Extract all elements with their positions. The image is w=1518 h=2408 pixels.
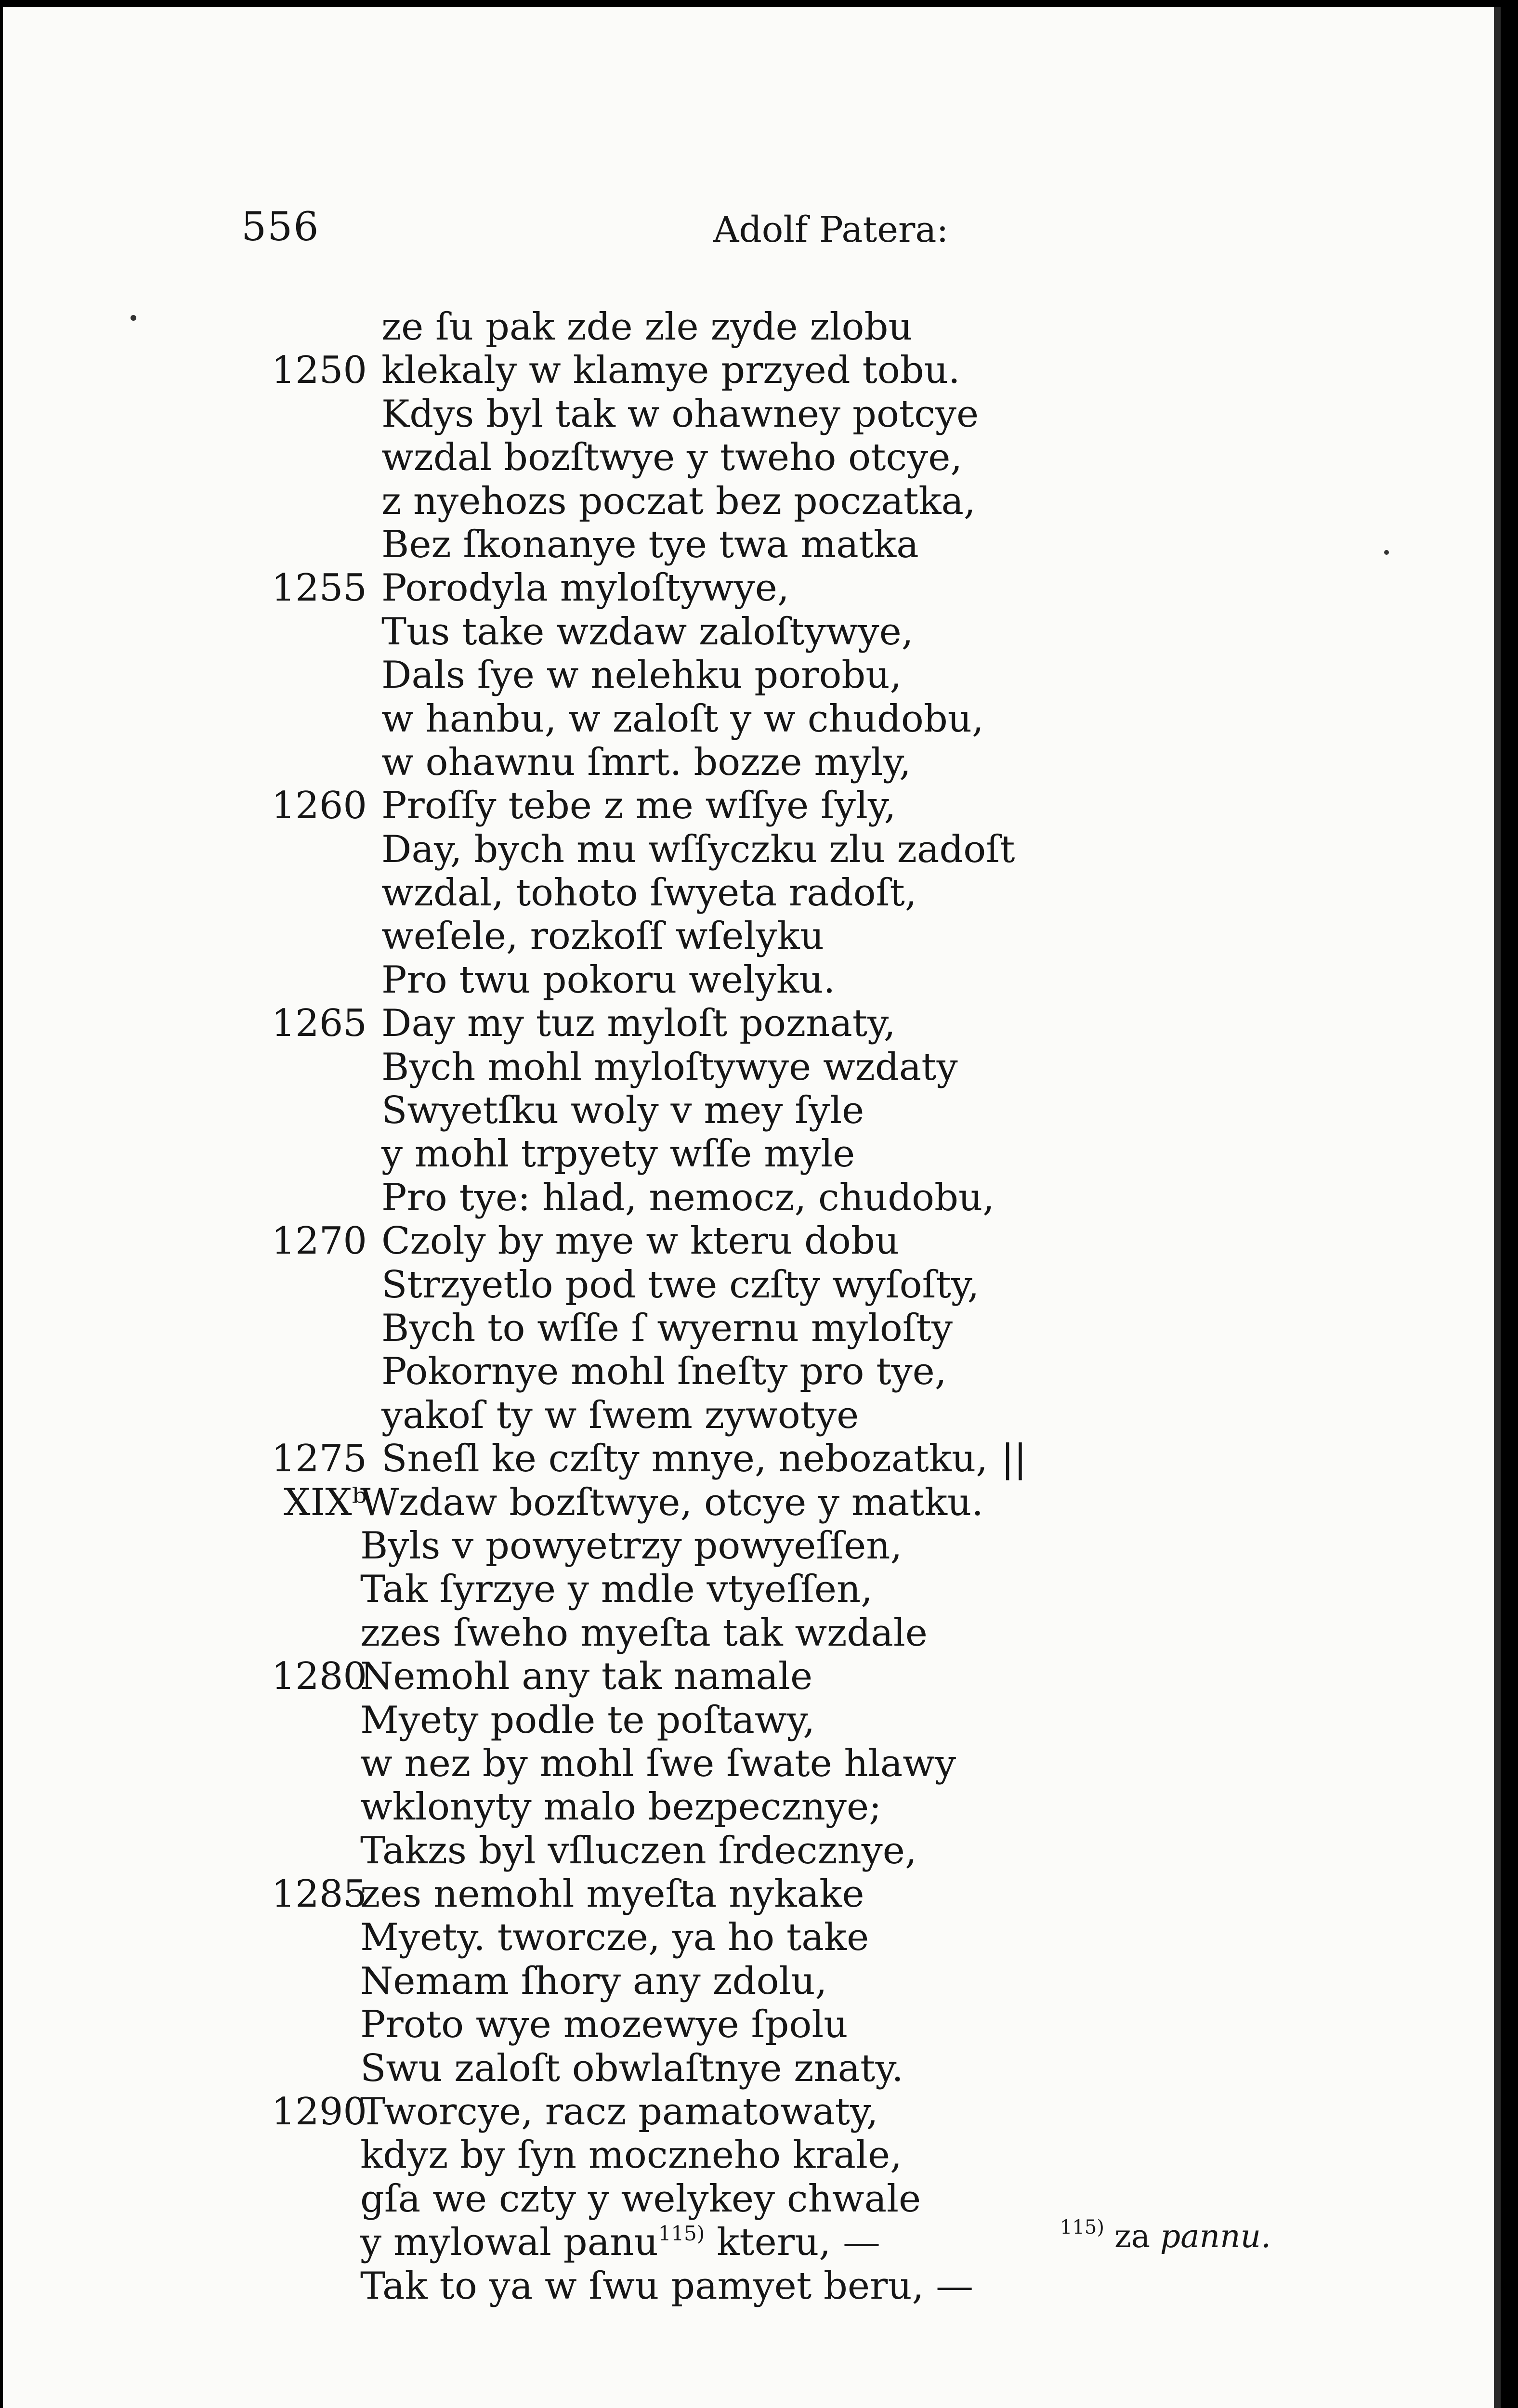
line-text	[381, 436, 962, 479]
line-text	[360, 1742, 956, 1785]
poem-line	[3, 1437, 1494, 1480]
verse-text: Pro twu pokoru welyku.	[381, 958, 836, 1002]
verse-text: Swu zaloſt obwlaſtnye znaty.	[360, 2046, 903, 2090]
poem-line	[3, 349, 1494, 392]
verse-text: Tak ſyrzye y mdle vtyeſſen,	[360, 1568, 873, 1611]
poem-line	[3, 480, 1494, 523]
poem-line	[3, 1699, 1494, 1742]
verse-text: Bez ſkonanye tye twa matka	[381, 523, 919, 566]
poem-line	[3, 1350, 1494, 1393]
line-text	[381, 1002, 896, 1045]
poem-line	[3, 305, 1494, 349]
line-text	[360, 2003, 848, 2046]
line-text	[360, 1699, 815, 1742]
poem-line	[3, 1002, 1494, 1045]
poem-line	[3, 1219, 1494, 1263]
poem-line	[3, 1829, 1494, 1872]
poem-line	[3, 1916, 1494, 1959]
verse-text-continued: kteru, —	[705, 2221, 880, 2264]
footnote-emphasis: pannu.	[1160, 2218, 1271, 2255]
verse-text: Kdys byl tak w ohawney potcye	[381, 392, 979, 436]
verse-text: gſa we czty y welykey chwale	[360, 2177, 921, 2221]
verse-text: y mylowal panu	[360, 2221, 658, 2264]
verse-text: Swyetſku woly v mey ſyle	[381, 1089, 864, 1133]
line-text	[381, 566, 789, 610]
line-text	[381, 1219, 899, 1263]
poem-line	[3, 2133, 1494, 2177]
line-number: 1275	[271, 1437, 367, 1481]
poem-line	[3, 697, 1494, 741]
poem-line	[3, 523, 1494, 566]
verse-text: Pro tye: hlad, nemocz, chudobu,	[381, 1176, 995, 1219]
poem-line	[3, 610, 1494, 654]
verse-text: Proſſy tebe z me wſſye ſyly,	[381, 784, 896, 828]
line-text	[381, 741, 911, 784]
line-text	[360, 1872, 864, 1916]
line-text	[381, 1176, 995, 1219]
line-text	[360, 2133, 902, 2177]
footnote-text: za	[1114, 2218, 1151, 2255]
line-text	[360, 2047, 903, 2090]
verse-text: Day my tuz myloſt poznaty,	[381, 1002, 896, 1046]
verse-text: yakoſ ty w ſwem zywotye	[381, 1393, 859, 1437]
page-header	[3, 204, 1494, 257]
poem-line	[3, 1872, 1494, 1916]
verse-text: Tak to ya w ſwu pamyet beru, —	[360, 2264, 974, 2308]
line-number: 1260	[271, 784, 367, 828]
verse-text: Tus take wzdaw zaloſtywye,	[381, 610, 914, 654]
poem-line	[3, 566, 1494, 610]
line-number: 1265	[271, 1002, 367, 1046]
line-text	[360, 1655, 812, 1698]
poem-line	[3, 1611, 1494, 1655]
footnote-ref: 115)	[1060, 2216, 1104, 2238]
poem-line	[3, 393, 1494, 436]
line-text	[381, 1263, 979, 1307]
line-text	[360, 1524, 902, 1568]
line-text	[360, 1916, 869, 1959]
line-text	[360, 2177, 921, 2221]
folio-break-mark: ||	[1001, 1437, 1027, 1481]
verse-text: zzes ſweho myeſta tak wzdale	[360, 1611, 928, 1655]
verse-text: z nyehozs poczat bez poczatka,	[381, 479, 976, 523]
line-text	[360, 1611, 928, 1655]
poem-line	[3, 436, 1494, 479]
line-text	[360, 2264, 973, 2308]
line-text	[381, 1046, 958, 1089]
verse-text: wklonyty malo bezpecznye;	[360, 1785, 882, 1829]
verse-text: Day, bych mu wſſyczku zlu zadoſt	[381, 827, 1015, 871]
line-text	[381, 480, 976, 523]
verse-text: w nez by mohl ſwe ſwate hlawy	[360, 1741, 956, 1785]
line-number: 1270	[271, 1219, 367, 1263]
line-text	[381, 1132, 855, 1176]
verse-text: ze ſu pak zde zle zyde zlobu	[381, 305, 913, 349]
line-text	[381, 828, 1015, 871]
verse-text: klekaly w klamye przyed tobu.	[381, 349, 960, 393]
footnote-marker: 115)	[658, 2222, 705, 2246]
line-number: XIXᵇ	[283, 1480, 367, 1524]
poem-line	[3, 915, 1494, 958]
verse-text: y mohl trpyety wſſe myle	[381, 1132, 855, 1176]
verse-text: Tworcye, racz pamatowaty,	[360, 2090, 878, 2134]
verse-text: Proto wye mozewye ſpolu	[360, 2003, 848, 2047]
line-text	[360, 2221, 880, 2264]
poem-text	[3, 305, 1494, 2308]
line-text	[381, 697, 984, 741]
line-number: 1280	[271, 1655, 367, 1699]
poem-line	[3, 1524, 1494, 1568]
poem-line	[3, 1263, 1494, 1307]
line-text	[381, 915, 824, 958]
poem-line	[3, 1132, 1494, 1176]
verse-text: weſele, rozkoſſ wſelyku	[381, 915, 824, 958]
poem-line	[3, 958, 1494, 1002]
verse-text: w hanbu, w zaloſt y w chudobu,	[381, 697, 984, 741]
verse-text: Porodyla myloſtywye,	[381, 566, 789, 610]
verse-text: Nemohl any tak namale	[360, 1655, 813, 1699]
verse-text: Czoly by mye w kteru dobu	[381, 1219, 900, 1263]
verse-text: Strzyetlo pod twe czſty wyſoſty,	[381, 1263, 980, 1307]
poem-line	[3, 1176, 1494, 1219]
line-text	[360, 1481, 983, 1524]
verse-text: Myety podle te poſtawy,	[360, 1698, 815, 1742]
verse-text: Bych to wſſe ſ wyernu myloſty	[381, 1306, 953, 1350]
verse-text: Pokornye mohl ſneſty pro tye,	[381, 1350, 947, 1394]
poem-line	[3, 2047, 1494, 2090]
line-text	[360, 1960, 827, 2003]
verse-text: wzdal bozſtwye y tweho otcye,	[381, 436, 963, 480]
line-text	[381, 958, 835, 1002]
line-text	[360, 1785, 881, 1829]
line-number: 1285	[271, 1872, 367, 1916]
line-text	[381, 305, 913, 349]
line-text	[381, 523, 919, 566]
poem-line	[3, 2090, 1494, 2133]
line-number: 1290	[271, 2090, 367, 2134]
line-text	[381, 1089, 864, 1132]
print-speck	[1384, 550, 1389, 555]
line-text	[360, 2090, 878, 2133]
poem-line	[3, 1307, 1494, 1350]
line-text	[381, 1394, 859, 1437]
verse-text: Sneſl ke czſty mnye, nebozatku,	[381, 1437, 988, 1481]
poem-line	[3, 1568, 1494, 1611]
poem-line	[3, 1785, 1494, 1829]
poem-line	[3, 2003, 1494, 2046]
line-text	[381, 1437, 1027, 1480]
line-text	[381, 784, 896, 827]
poem-line	[3, 784, 1494, 827]
running-head: Adolf Patera:	[713, 209, 949, 250]
line-number: 1255	[271, 566, 367, 610]
poem-line	[3, 741, 1494, 784]
poem-line	[3, 654, 1494, 697]
verse-text: Nemam ſhory any zdolu,	[360, 1959, 827, 2003]
poem-line	[3, 1394, 1494, 1437]
line-text	[360, 1568, 873, 1611]
poem-line	[3, 1046, 1494, 1089]
poem-line	[3, 871, 1494, 915]
verse-text: Myety. tworcze, ya ho take	[360, 1916, 869, 1960]
verse-text: w ohawnu ſmrt. bozze myly,	[381, 740, 911, 784]
verse-text: Byls v powyetrzy powyeſſen,	[360, 1524, 903, 1568]
line-text	[381, 610, 914, 654]
verse-text: Wzdaw bozſtwye, otcye y matku.	[360, 1480, 984, 1524]
poem-line	[3, 1089, 1494, 1132]
poem-line	[3, 1481, 1494, 1524]
line-text	[381, 393, 979, 436]
verse-text: zes nemohl myeſta nykake	[360, 1872, 864, 1916]
verse-text: Bych mohl myloſtywye wzdaty	[381, 1045, 958, 1089]
poem-line	[3, 828, 1494, 871]
verse-text: kdyz by ſyn moczneho krale,	[360, 2133, 902, 2177]
poem-line	[3, 1742, 1494, 1785]
poem-line	[3, 1655, 1494, 1698]
line-text	[381, 349, 960, 392]
poem-line	[3, 2177, 1494, 2221]
verse-text: Takzs byl vſluczen ſrdecznye,	[360, 1829, 917, 1872]
book-page	[3, 7, 1501, 2408]
line-text	[360, 1829, 917, 1872]
line-text	[381, 871, 917, 915]
line-text	[381, 654, 902, 697]
verse-text: Dals ſye w nelehku porobu,	[381, 654, 902, 697]
poem-line	[3, 1960, 1494, 2003]
line-number: 1250	[271, 349, 367, 393]
line-text	[381, 1350, 947, 1393]
line-text	[381, 1307, 953, 1350]
footnote	[1060, 2216, 1271, 2255]
print-speck	[131, 315, 136, 321]
page-number: 556	[241, 204, 320, 250]
verse-text: wzdal, tohoto ſwyeta radoſt,	[381, 871, 917, 915]
poem-line	[3, 2264, 1494, 2308]
